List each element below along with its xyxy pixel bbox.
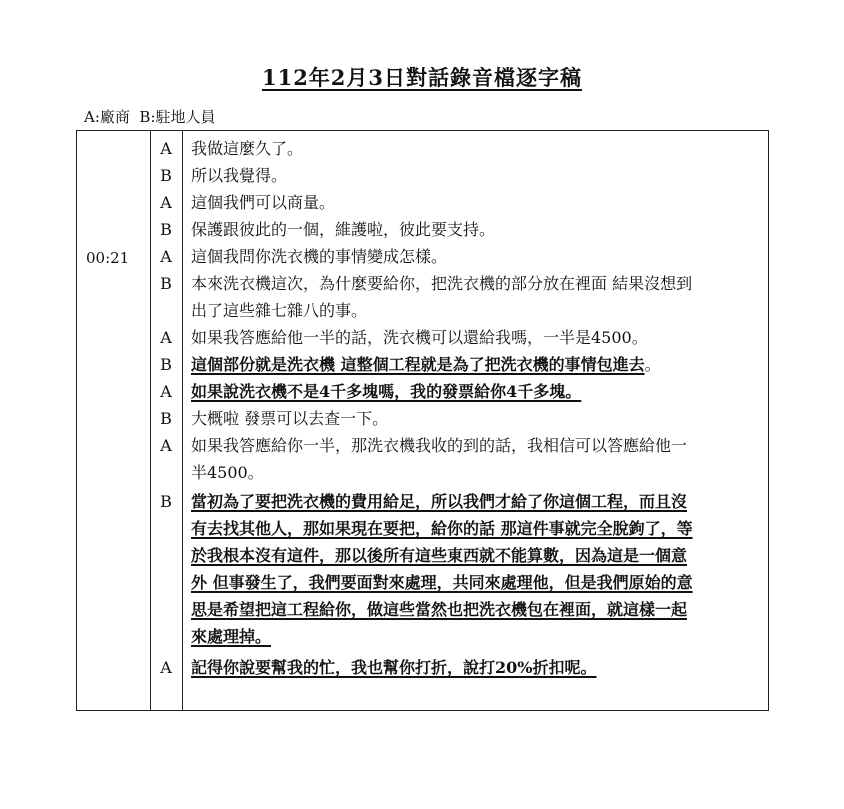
utterance-text: 如果我答應給他一半的話，洗衣機可以還給我嗎，一半是4500。 <box>191 328 648 347</box>
utterance-list <box>150 135 768 681</box>
time-column <box>77 131 151 710</box>
speaker-label: B <box>160 166 172 185</box>
utterance-text: 記得你說要幫我的忙，我也幫你打折，說打20%折扣呢。 <box>191 658 597 677</box>
transcript-line <box>150 189 768 216</box>
transcript-table <box>76 130 769 711</box>
speaker-legend: A:廠商 B:駐地人員 <box>84 108 216 126</box>
transcript-line <box>150 378 768 405</box>
speaker-label: B <box>160 355 172 374</box>
utterance-text: 思是希望把這工程給你，做這些當然也把洗衣機包在裡面，就這樣一起 <box>191 600 688 619</box>
transcript-line <box>150 432 768 459</box>
speaker-label: A <box>160 328 172 347</box>
utterance-text: 保護跟彼此的一個，維護啦，彼此要支持。 <box>191 220 496 239</box>
transcript-line <box>150 542 768 569</box>
utterance-text: 本來洗衣機這次，為什麼要給你，把洗衣機的部分放在裡面 結果沒想到 <box>191 274 693 293</box>
transcript-line <box>150 351 768 378</box>
transcript-line <box>150 270 768 297</box>
speaker-label: A <box>160 436 172 455</box>
utterance-text: 有去找其他人，那如果現在要把，給你的話 那這件事就完全脫鉤了，等 <box>191 519 693 538</box>
utterance-text: 出了這些雜七雜八的事。 <box>191 301 368 320</box>
speaker-label: A <box>160 658 172 677</box>
speaker-label: A <box>160 382 172 401</box>
speaker-label: B <box>160 492 172 511</box>
utterance-tail: 。 <box>644 355 661 374</box>
utterance-text: 當初為了要把洗衣機的費用給足，所以我們才給了你這個工程，而且沒 <box>191 492 688 511</box>
utterance-text: 這個我問你洗衣機的事情變成怎樣。 <box>191 247 448 266</box>
transcript-line <box>150 405 768 432</box>
speaker-label: A <box>160 247 172 266</box>
transcript-line <box>150 623 768 650</box>
speaker-label: A <box>160 193 172 212</box>
transcript-line <box>150 243 768 270</box>
utterance-text: 外 但事發生了，我們要面對來處理，共同來處理他，但是我們原始的意 <box>191 573 693 592</box>
transcript-line <box>150 596 768 623</box>
document-title: 112年2月3日對話錄音檔逐字稿 <box>261 65 583 90</box>
transcript-line <box>150 297 768 324</box>
utterance-text: 如果說洗衣機不是4千多塊嗎，我的發票給你4千多塊。 <box>191 382 582 401</box>
transcript-line <box>150 654 768 681</box>
utterance-text: 所以我覺得。 <box>191 166 288 185</box>
transcript-line <box>150 515 768 542</box>
speaker-label: B <box>160 220 172 239</box>
speaker-label: A <box>160 139 172 158</box>
utterance-text: 半4500。 <box>191 463 264 482</box>
transcript-line <box>150 135 768 162</box>
utterance-text: 大概啦 發票可以去查一下。 <box>191 409 389 428</box>
utterance-text: 這個部份就是洗衣機 這整個工程就是為了把洗衣機的事情包進去。 <box>191 355 661 374</box>
transcript-line <box>150 324 768 351</box>
transcript-line <box>150 162 768 189</box>
transcript-line <box>150 459 768 486</box>
utterance-text: 於我根本沒有這件，那以後所有這些東西就不能算數，因為這是一個意 <box>191 546 688 565</box>
utterance-text: 來處理掉。 <box>191 627 272 646</box>
speaker-label: B <box>160 409 172 428</box>
transcript-line <box>150 488 768 515</box>
transcript-line <box>150 216 768 243</box>
timestamp: 00:21 <box>86 249 130 267</box>
transcript-line <box>150 569 768 596</box>
speaker-label: B <box>160 274 172 293</box>
utterance-text: 如果我答應給你一半，那洗衣機我收的到的話，我相信可以答應給他一 <box>191 436 688 455</box>
utterance-text: 這個我們可以商量。 <box>191 193 336 212</box>
utterance-text: 我做這麼久了。 <box>191 139 304 158</box>
